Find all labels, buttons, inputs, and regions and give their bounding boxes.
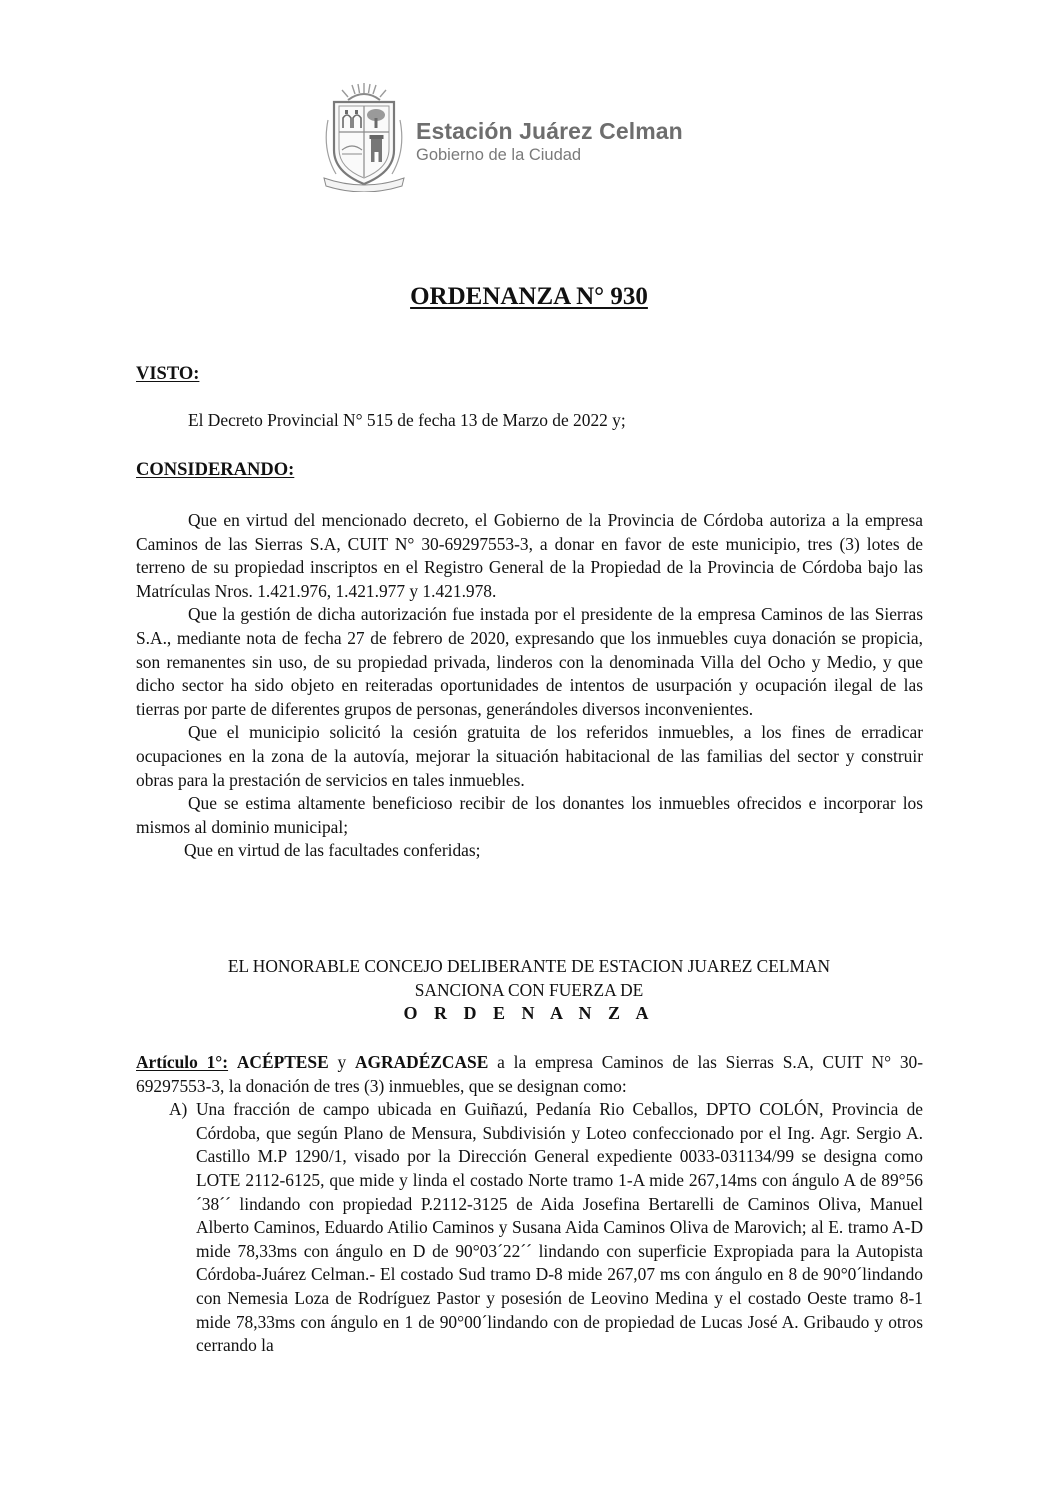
list-item [136,1098,923,1358]
articulo-keyword: AGRADÉZCASE [354,1052,489,1072]
articulo-text: a la empresa Caminos de las Sierras S.A, CUIT N° 30-69297553-3, la donación de tres (3) inmuebles, que se designan como: [136,1052,924,1096]
articulo-label: Artículo 1°: [136,1052,229,1072]
articulo-keyword: ACÉPTESE [236,1052,329,1072]
articulo-1 [136,1051,923,1358]
list-item-text: Una fracción de campo ubicada en Guiñazú, Pedanía Rio Ceballos, DPTO COLÓN, Provincia de Córdoba, que según Plano de Mensura, Subdivisión y Loteo confeccionado por el Ing. Agr. Sergio A. Castillo M.P 1290/1, visado por la Dirección General expediente 0033-031134/99 se designa como LOTE 2112-6125, que mide y linda el costado Norte tramo 1-A mide 267,14ms con ángulo A de 89°56´38´´ lindando con propiedad P.2112-3125 de Aida Josefina Bertarelli de Caminos Oliva, Manuel Alberto Caminos, Eduardo Atilio Caminos y Susana Aida Caminos Oliva de Marovich; al E. tramo A-D mide 78,33ms con ángulo en D de 90°03´22´´ lindando con superficie Expropiada para la Autopista Córdoba-Juárez Celman.- El costado Sud tramo D-8 mide 267,07 ms con ángulo en 8 de 90°0´lindando con Nemesia Loza de Rodríguez Pastor y posesión de Leovino Medina y el costado Oeste tramo 8-1 mide 78,33ms con ángulo en 1 de 90°00´lindando con de propiedad de Lucas José A. Gribaudo y otros cerrando la [196,1099,923,1356]
considerando-body [136,509,923,863]
considerando-paragraph: Que el municipio solicitó la cesión gratuita de los referidos inmuebles, a los fines de erradicar ocupaciones en la zona de la autovía, mejorar la situación habitacional de las familias del sector y construir obras para la prestación de servicios en tales inmuebles. [136,722,923,790]
city-crest-logo [318,80,410,192]
list-item-marker: A) [169,1099,188,1120]
visto-text: El Decreto Provincial N° 515 de fecha 13 de Marzo de 2022 y; [188,410,626,430]
org-subtitle: Gobierno de la Ciudad [416,146,582,164]
considerando-paragraph: Que en virtud del mencionado decreto, el Gobierno de la Provincia de Córdoba autoriza a la empresa Caminos de las Sierras S.A, CUIT N° 30-69297553-3, a donar en favor de este municipio, tres (3) lotes de terreno de su propiedad inscriptos en el Registro General de la Propiedad de la Provincia de Córdoba bajo las Matrículas Nros. 1.421.976, 1.421.977 y 1.421.978. [136,510,923,601]
visto-heading: VISTO: [136,364,200,384]
considerando-paragraph: Que en virtud de las facultades conferidas; [184,840,481,861]
council-statement [0,955,1058,1026]
org-name: Estación Juárez Celman [416,118,683,144]
document-title: ORDENANZA N° 930 [410,283,648,310]
articulo-1-intro [136,1051,923,1098]
articulo-connector: y [328,1052,355,1072]
considerando-paragraph: Que se estima altamente beneficioso recibir de los donantes los inmuebles ofrecidos e incorporar los mismos al dominio municipal; [136,793,923,837]
council-line: EL HONORABLE CONCEJO DELIBERANTE DE ESTACION JUAREZ CELMAN [227,956,831,976]
considerando-heading: CONSIDERANDO: [136,460,295,480]
council-line: SANCIONA CON FUERZA DE [414,979,644,1000]
considerando-paragraph: Que la gestión de dicha autorización fue instada por el presidente de la empresa Caminos de las Sierras S.A., mediante nota de fecha 27 de febrero de 2020, expresando que los inmuebles cuya donación se propicia, son remanentes sin uso, de su propiedad privada, linderos con la denominada Villa del Ocho y Medio, y que dicho sector ha sido objeto en reiteradas oportunidades de intentos de usurpación y ocupación ilegal de las tierras por parte de diferentes grupos de personas, generándoles diversos inconvenientes. [136,604,923,719]
letterhead [318,80,718,192]
ordenanza-heading: O R D E N A N Z A [403,1003,655,1023]
